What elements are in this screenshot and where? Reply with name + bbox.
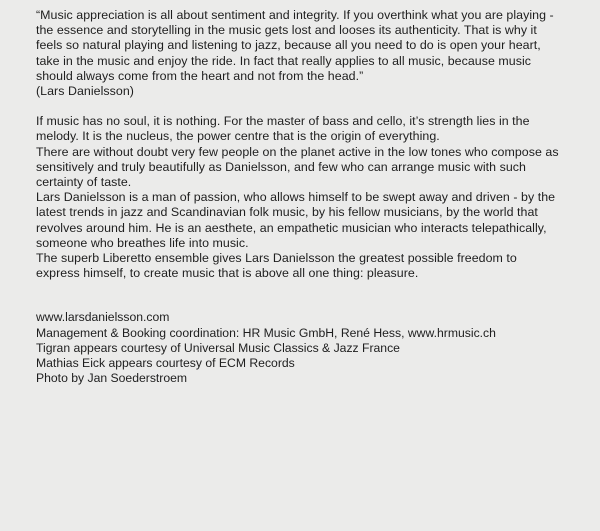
photo-credit: Photo by Jan Soederstroem [36, 371, 188, 386]
website-link-text[interactable]: www.larsdanielsson.com [36, 310, 170, 325]
quote-attribution: (Lars Danielsson) [36, 84, 134, 99]
management-credit: Management & Booking coordination: HR Music GmbH, René Hess, www.hrmusic.ch [36, 325, 496, 340]
body-paragraph-ensemble: The superb Liberetto ensemble gives Lars Danielsson the greatest possible freedom to express himself, to create music that is above all one thing: pleasure. [36, 251, 517, 281]
website-link[interactable] [36, 310, 564, 325]
tigran-credit: Tigran appears courtesy of Universal Music Classics & Jazz France [36, 340, 400, 355]
quote-text: “Music appreciation is all about sentiment and integrity. If you overthink what you are playing - the essence and storytelling in the music gets lost and looses its authenticity. That is why it feels so natural playing and listening to jazz, because all you need to do is open your heart, take in the music and enjoy the ride. In fact that really applies to all music, because music should always come from the heart and not from the head.” [36, 8, 554, 83]
credits-block [36, 310, 564, 386]
body-paragraph-soul: If music has no soul, it is nothing. For the master of bass and cello, it’s strength lies in the melody. It is the nucleus, the power centre that is the origin of everything. [36, 114, 530, 144]
body-text-block [36, 114, 564, 281]
body-paragraph-passion: Lars Danielsson is a man of passion, who allows himself to be swept away and driven - by the latest trends in jazz and Scandinavian folk music, by his fellow musicians, by the world that revolves around him. He is an aesthete, an empathetic musician who interacts telepathically, someone who breathes life into music. [36, 190, 556, 250]
mathias-credit: Mathias Eick appears courtesy of ECM Records [36, 356, 295, 371]
quote-block [36, 8, 564, 99]
body-paragraph-compose: There are without doubt very few people on the planet active in the low tones who compose as sensitively and truly beautifully as Danielsson, and few who can arrange music with such certainty of taste. [36, 144, 559, 190]
